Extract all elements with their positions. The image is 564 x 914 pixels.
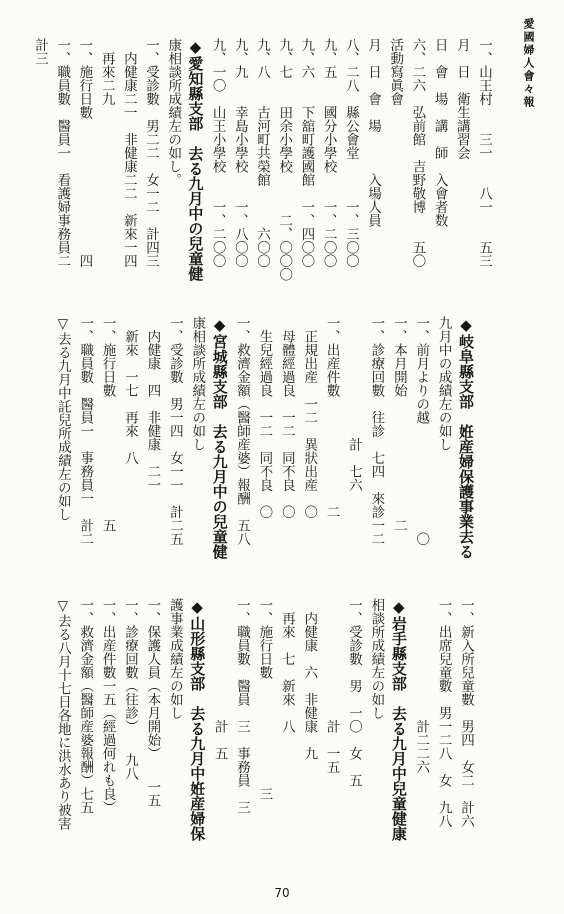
bottom-text-column: 計二二六 [413,598,430,774]
bottom-text-column: 一、保護人員（本月開始） 一五 [144,598,161,808]
top-text-column: 再來二九 [98,38,115,106]
middle-text-column: 正規出産 一二 異狀出産 〇 [301,316,318,519]
top-text-column: 八、二八 縣公會堂 一、三〇〇 [342,38,359,268]
middle-text-column: 一、出産件數 二 [323,316,340,519]
bottom-text-column: 一、受診數 男 一〇 女 五 [346,598,362,787]
middle-text-column: 一、前月よりの越 〇 [413,316,430,546]
bottom-text-column: 一、診療回數（往診） 九八 [122,598,138,781]
middle-text-column: 母體經過良 一二 同不良 〇 [278,316,295,519]
top-text-column: 康相談所成績左の如し。 [165,38,182,187]
middle-text-column: ◆宮城縣支部 去る九月中の兒童健 [210,316,229,559]
bottom-text-column: 計 一五 [323,598,340,774]
top-text-column: 月 日 衛生講習会 [453,38,470,160]
bottom-text-column: 一、新入所兒童數 男四 女二 計六 [458,598,474,828]
page-number: 70 [274,886,290,900]
bottom-text-column: 一、職員數 醫員 三 事務員 三 [234,598,250,814]
top-text-column: 一、施行日數 四 [76,38,93,268]
top-text-column: 九、五 國分小學校 一、二〇〇 [320,38,337,268]
middle-text-column: 一、救濟金額（醫師産婆）報酬 五八 [234,316,250,546]
middle-text-column: 内健康 四 非健康 二一 [144,316,161,492]
middle-text-column: 一、本月開始 二 [390,316,407,532]
top-text-column: 九、一〇 山王小學校 一、二〇〇 [209,38,226,268]
bottom-text-column: 再來 七 新來 八 [278,598,295,733]
bottom-text-column: 護事業成績左の如し [166,598,183,720]
top-text-column: 九、六 下舘町護國館 一、四〇〇 [298,38,315,268]
bottom-text-column: 相談所成績左の如し [368,598,385,720]
top-text-column: 九、七 田余小學校 二、〇〇〇 [276,38,293,281]
bottom-text-column: 計 五 [211,598,228,760]
bottom-text-column: 一、施行日數 三 [256,598,273,801]
middle-text-column: 康相談所成績左の如し [189,316,206,451]
top-text-column: 九、九 幸島小學校 一、八〇〇 [231,38,248,268]
top-text-column: 内健康二一 非健康二二 新來一四 [120,38,137,268]
top-text-column: 一、受診數 男二二 女一二 計四三 [143,38,159,268]
bottom-text-column: 一、出産件數一五（經過何れも良） [99,598,116,814]
running-header: 愛國婦人會々報 [522,18,535,109]
middle-text-column: 九月中の成績左の如し [435,316,452,451]
top-text-column: 一、山王村 三一 八一 五三 [476,38,492,268]
top-text-column: 月 日 會 場 入場人員 [365,38,381,227]
middle-text-column: 一、施行日數 五 [99,316,116,532]
middle-text-column: 一、受診數 男一四 女一一 計二五 [166,316,183,546]
top-text-column: 日 會 場 講 師 入會者数 [431,38,448,227]
top-text-column: 一、職員數 醫員一 看護婦事務員二 [54,38,71,268]
bottom-text-column: 内健康 六 非健康 九 [301,598,318,760]
bottom-text-column: 一、出席兒童數 男一二八 女 九八 [435,598,452,828]
top-text-column: 活動寫眞會 [387,38,404,106]
middle-text-column: 新來 一七 再來 八 [122,316,138,465]
top-text-column: 九、八 古河町共榮館 六〇〇 [254,38,270,268]
bottom-text-column: ◆岩手縣支部 去る九月中兒童健康 [389,598,408,841]
top-text-column: 六、二六 弘前館 吉野敬博 五〇 [409,38,426,268]
top-text-column: ◆愛知縣支部 去る九月中の兒童健 [186,38,205,281]
middle-text-column: 計 七六 [346,316,362,492]
bottom-text-column: ▽去る八月十七日各地に洪水あり被害 [54,598,71,830]
middle-text-column: 生兒經過良 一二 同不良 〇 [256,316,273,519]
bottom-text-column: ◆山形縣支部 去る九月中姙産婦保 [188,598,207,841]
middle-text-column: 一、職員數 醫員一 事務員一 計二 [77,316,94,546]
middle-text-column: 一、診療回數 往診 七四 來診一二 [368,316,385,546]
middle-text-column: ▽去る九月中託兒所成績左の如し [54,316,71,521]
middle-text-column: ◆岐阜縣支部 姙産婦保護事業去る [457,316,475,559]
bottom-text-column: 一、救濟金額（醫師産婆報酬）七五 [77,598,94,814]
top-text-column: 計三 [32,38,48,65]
